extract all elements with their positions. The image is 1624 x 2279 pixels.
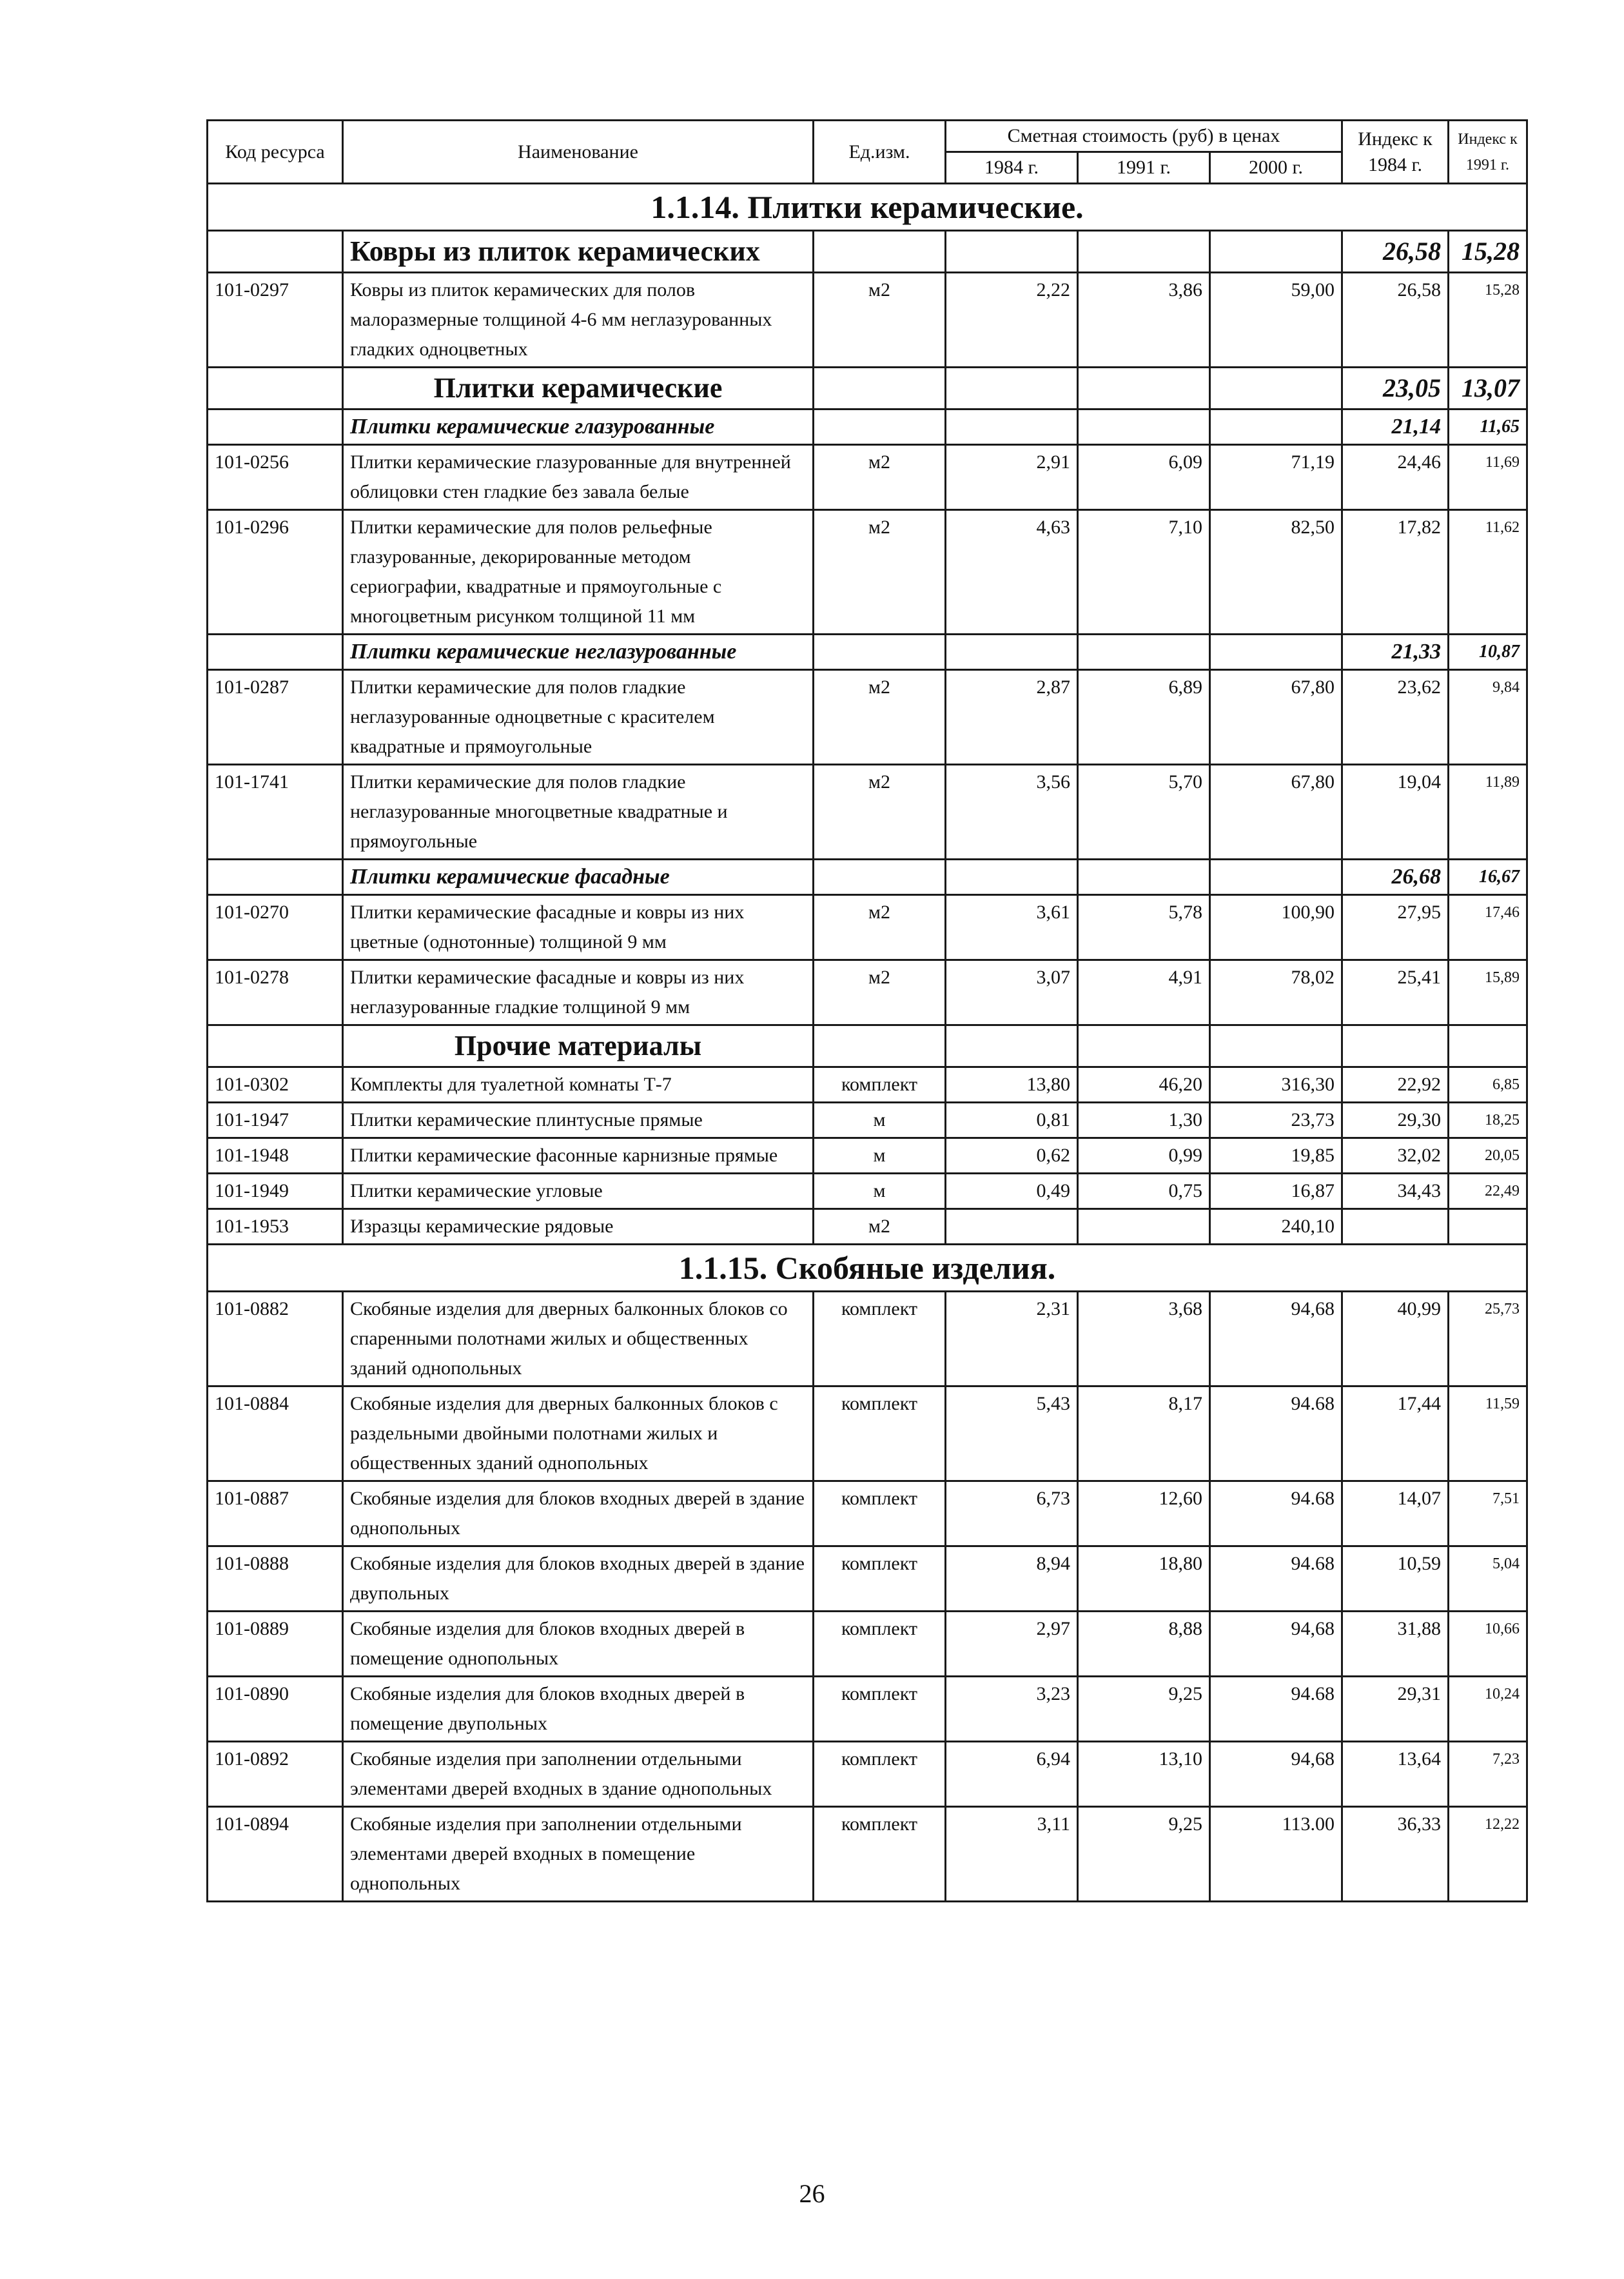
group-row bbox=[208, 368, 1527, 409]
index-1984: 26,58 bbox=[1342, 273, 1449, 368]
price-1984: 2,87 bbox=[946, 670, 1078, 765]
resource-code bbox=[208, 635, 343, 670]
resource-code: 101-0884 bbox=[208, 1386, 343, 1481]
section-title: 1.1.15. Скобяные изделия. bbox=[208, 1245, 1527, 1292]
index-1991: 7,23 bbox=[1449, 1742, 1527, 1807]
index-1984: 40,99 bbox=[1342, 1292, 1449, 1386]
price-1984: 13,80 bbox=[946, 1067, 1078, 1103]
price-2000 bbox=[1210, 860, 1342, 895]
resource-name: Плитки керамические для полов гладкие неглазурованные одноцветные с красителем квадратные и прямоугольные bbox=[343, 670, 814, 765]
section-title: 1.1.14. Плитки керамические. bbox=[208, 184, 1527, 231]
unit-cell: м2 bbox=[814, 273, 946, 368]
resource-code: 101-0297 bbox=[208, 273, 343, 368]
price-1991 bbox=[1078, 409, 1210, 445]
price-2000 bbox=[1210, 368, 1342, 409]
table-row bbox=[208, 445, 1527, 510]
header-year-1984: 1984 г. bbox=[946, 152, 1078, 184]
resource-code: 101-1949 bbox=[208, 1174, 343, 1209]
price-1984: 3,23 bbox=[946, 1677, 1078, 1742]
price-1991: 8,88 bbox=[1078, 1612, 1210, 1677]
index-1991: 15,28 bbox=[1449, 231, 1527, 273]
price-1984: 0,81 bbox=[946, 1103, 1078, 1138]
price-2000: 100,90 bbox=[1210, 895, 1342, 960]
price-1984: 2,22 bbox=[946, 273, 1078, 368]
price-1991 bbox=[1078, 368, 1210, 409]
price-2000: 78,02 bbox=[1210, 960, 1342, 1025]
table-row bbox=[208, 1742, 1527, 1807]
price-2000 bbox=[1210, 409, 1342, 445]
unit-cell: комплект bbox=[814, 1677, 946, 1742]
table-row bbox=[208, 1138, 1527, 1174]
index-1984: 26,58 bbox=[1342, 231, 1449, 273]
index-1984: 17,44 bbox=[1342, 1386, 1449, 1481]
index-1984: 24,46 bbox=[1342, 445, 1449, 510]
index-1984: 36,33 bbox=[1342, 1807, 1449, 1902]
price-2000: 316,30 bbox=[1210, 1067, 1342, 1103]
price-1991: 8,17 bbox=[1078, 1386, 1210, 1481]
price-1991: 5,78 bbox=[1078, 895, 1210, 960]
unit-cell: комплект bbox=[814, 1481, 946, 1546]
price-1991: 3,68 bbox=[1078, 1292, 1210, 1386]
resource-code: 101-0892 bbox=[208, 1742, 343, 1807]
price-1991: 9,25 bbox=[1078, 1677, 1210, 1742]
resource-code: 101-1953 bbox=[208, 1209, 343, 1245]
price-1984: 3,07 bbox=[946, 960, 1078, 1025]
unit-cell bbox=[814, 1025, 946, 1067]
price-1984: 3,56 bbox=[946, 765, 1078, 860]
index-1991: 7,51 bbox=[1449, 1481, 1527, 1546]
price-1984: 8,94 bbox=[946, 1546, 1078, 1612]
price-1991: 12,60 bbox=[1078, 1481, 1210, 1546]
price-1984: 6,94 bbox=[946, 1742, 1078, 1807]
unit-cell: комплект bbox=[814, 1546, 946, 1612]
unit-cell: комплект bbox=[814, 1386, 946, 1481]
index-1991 bbox=[1449, 1025, 1527, 1067]
price-2000: 23,73 bbox=[1210, 1103, 1342, 1138]
resource-code: 101-0894 bbox=[208, 1807, 343, 1902]
index-1991: 9,84 bbox=[1449, 670, 1527, 765]
unit-cell: м2 bbox=[814, 1209, 946, 1245]
index-1991: 10,66 bbox=[1449, 1612, 1527, 1677]
price-2000: 94.68 bbox=[1210, 1386, 1342, 1481]
index-1984: 22,92 bbox=[1342, 1067, 1449, 1103]
price-1991: 46,20 bbox=[1078, 1067, 1210, 1103]
unit-cell: комплект bbox=[814, 1612, 946, 1677]
unit-cell: м2 bbox=[814, 510, 946, 635]
unit-cell: м2 bbox=[814, 895, 946, 960]
unit-cell: комплект bbox=[814, 1807, 946, 1902]
resource-code: 101-1947 bbox=[208, 1103, 343, 1138]
index-1984: 27,95 bbox=[1342, 895, 1449, 960]
price-1991: 5,70 bbox=[1078, 765, 1210, 860]
price-table bbox=[206, 119, 1528, 1902]
table-row bbox=[208, 1481, 1527, 1546]
price-1991 bbox=[1078, 635, 1210, 670]
resource-name: Плитки керамические фасадные и ковры из них цветные (однотонные) толщиной 9 мм bbox=[343, 895, 814, 960]
resource-name: Плитки керамические для полов рельефные глазурованные, декорированные методом сериографии, квадратные и прямоугольные с многоцветным рисунком толщиной 11 мм bbox=[343, 510, 814, 635]
index-1984: 29,30 bbox=[1342, 1103, 1449, 1138]
header-code: Код ресурса bbox=[208, 121, 343, 184]
price-1991 bbox=[1078, 231, 1210, 273]
resource-code: 101-0256 bbox=[208, 445, 343, 510]
group-row bbox=[208, 1025, 1527, 1067]
price-2000: 94.68 bbox=[1210, 1677, 1342, 1742]
resource-code: 101-0889 bbox=[208, 1612, 343, 1677]
price-1984: 2,97 bbox=[946, 1612, 1078, 1677]
resource-name: Плитки керамические глазурованные для внутренней облицовки стен гладкие без завала белые bbox=[343, 445, 814, 510]
table-row bbox=[208, 1103, 1527, 1138]
header-year-1991: 1991 г. bbox=[1078, 152, 1210, 184]
price-1991: 7,10 bbox=[1078, 510, 1210, 635]
resource-name: Ковры из плиток керамических bbox=[343, 231, 814, 273]
resource-name: Плитки керамические фасадные и ковры из них неглазурованные гладкие толщиной 9 мм bbox=[343, 960, 814, 1025]
index-1991: 5,04 bbox=[1449, 1546, 1527, 1612]
table-row bbox=[208, 1292, 1527, 1386]
resource-name: Плитки керамические для полов гладкие неглазурованные многоцветные квадратные и прямоугольные bbox=[343, 765, 814, 860]
group-row bbox=[208, 231, 1527, 273]
price-2000 bbox=[1210, 231, 1342, 273]
index-1984: 25,41 bbox=[1342, 960, 1449, 1025]
unit-cell: м2 bbox=[814, 670, 946, 765]
resource-code: 101-0882 bbox=[208, 1292, 343, 1386]
section-row bbox=[208, 184, 1527, 231]
index-1991: 25,73 bbox=[1449, 1292, 1527, 1386]
unit-cell: м bbox=[814, 1138, 946, 1174]
price-1984: 5,43 bbox=[946, 1386, 1078, 1481]
price-1984: 4,63 bbox=[946, 510, 1078, 635]
resource-name: Скобяные изделия для дверных балконных блоков с раздельными двойными полотнами жилых и общественных зданий однопольных bbox=[343, 1386, 814, 1481]
header-index-1991: Индекс к 1991 г. bbox=[1449, 121, 1527, 184]
header-year-2000: 2000 г. bbox=[1210, 152, 1342, 184]
index-1984: 29,31 bbox=[1342, 1677, 1449, 1742]
index-1984: 34,43 bbox=[1342, 1174, 1449, 1209]
index-1984: 21,14 bbox=[1342, 409, 1449, 445]
resource-name: Ковры из плиток керамических для полов малоразмерные толщиной 4-6 мм неглазурованных гладких одноцветных bbox=[343, 273, 814, 368]
unit-cell: м2 bbox=[814, 445, 946, 510]
price-table-sheet bbox=[206, 119, 1526, 1902]
index-1984: 32,02 bbox=[1342, 1138, 1449, 1174]
price-1984 bbox=[946, 231, 1078, 273]
unit-cell: комплект bbox=[814, 1292, 946, 1386]
price-1991: 4,91 bbox=[1078, 960, 1210, 1025]
price-2000: 113.00 bbox=[1210, 1807, 1342, 1902]
resource-code: 101-0278 bbox=[208, 960, 343, 1025]
index-1991: 15,28 bbox=[1449, 273, 1527, 368]
table-header bbox=[208, 121, 1527, 184]
price-1984 bbox=[946, 1025, 1078, 1067]
price-1991: 13,10 bbox=[1078, 1742, 1210, 1807]
table-row bbox=[208, 1546, 1527, 1612]
unit-cell: м bbox=[814, 1103, 946, 1138]
table-row bbox=[208, 510, 1527, 635]
resource-name: Скобяные изделия для блоков входных дверей в помещение однопольных bbox=[343, 1612, 814, 1677]
table-row bbox=[208, 1067, 1527, 1103]
resource-code bbox=[208, 860, 343, 895]
index-1991: 17,46 bbox=[1449, 895, 1527, 960]
index-1991: 10,87 bbox=[1449, 635, 1527, 670]
unit-cell: комплект bbox=[814, 1742, 946, 1807]
resource-name: Скобяные изделия для блоков входных дверей в здание двупольных bbox=[343, 1546, 814, 1612]
resource-code: 101-0302 bbox=[208, 1067, 343, 1103]
table-row bbox=[208, 895, 1527, 960]
resource-name: Прочие материалы bbox=[343, 1025, 814, 1067]
table-row bbox=[208, 1386, 1527, 1481]
price-1984: 2,91 bbox=[946, 445, 1078, 510]
price-1984 bbox=[946, 635, 1078, 670]
resource-name: Плитки керамические неглазурованные bbox=[343, 635, 814, 670]
header-cost-group: Сметная стоимость (руб) в ценах bbox=[946, 121, 1342, 152]
index-1991: 11,65 bbox=[1449, 409, 1527, 445]
header-name: Наименование bbox=[343, 121, 814, 184]
index-1984 bbox=[1342, 1209, 1449, 1245]
price-1984: 3,61 bbox=[946, 895, 1078, 960]
header-unit: Ед.изм. bbox=[814, 121, 946, 184]
resource-name: Плитки керамические фасонные карнизные прямые bbox=[343, 1138, 814, 1174]
price-2000: 16,87 bbox=[1210, 1174, 1342, 1209]
index-1991: 18,25 bbox=[1449, 1103, 1527, 1138]
index-1991: 16,67 bbox=[1449, 860, 1527, 895]
index-1991: 6,85 bbox=[1449, 1067, 1527, 1103]
price-1991 bbox=[1078, 1025, 1210, 1067]
price-1991: 3,86 bbox=[1078, 273, 1210, 368]
index-1984: 14,07 bbox=[1342, 1481, 1449, 1546]
index-1984 bbox=[1342, 1025, 1449, 1067]
table-row bbox=[208, 670, 1527, 765]
resource-name: Плитки керамические угловые bbox=[343, 1174, 814, 1209]
resource-code: 101-0887 bbox=[208, 1481, 343, 1546]
price-2000: 94,68 bbox=[1210, 1612, 1342, 1677]
index-1984: 26,68 bbox=[1342, 860, 1449, 895]
resource-code: 101-0890 bbox=[208, 1677, 343, 1742]
resource-code bbox=[208, 368, 343, 409]
price-2000: 94,68 bbox=[1210, 1742, 1342, 1807]
index-1991: 11,89 bbox=[1449, 765, 1527, 860]
price-2000 bbox=[1210, 635, 1342, 670]
index-1991: 11,62 bbox=[1449, 510, 1527, 635]
resource-name: Скобяные изделия для блоков входных дверей в помещение двупольных bbox=[343, 1677, 814, 1742]
unit-cell: м bbox=[814, 1174, 946, 1209]
index-1984: 23,62 bbox=[1342, 670, 1449, 765]
price-2000: 67,80 bbox=[1210, 765, 1342, 860]
table-body bbox=[208, 184, 1527, 1902]
subgroup-row bbox=[208, 635, 1527, 670]
index-1984: 10,59 bbox=[1342, 1546, 1449, 1612]
price-2000: 71,19 bbox=[1210, 445, 1342, 510]
resource-code: 101-1741 bbox=[208, 765, 343, 860]
resource-name: Изразцы керамические рядовые bbox=[343, 1209, 814, 1245]
table-row bbox=[208, 1209, 1527, 1245]
index-1991: 12,22 bbox=[1449, 1807, 1527, 1902]
resource-name: Комплекты для туалетной комнаты Т-7 bbox=[343, 1067, 814, 1103]
price-2000: 82,50 bbox=[1210, 510, 1342, 635]
unit-cell: м2 bbox=[814, 960, 946, 1025]
resource-name: Скобяные изделия для блоков входных дверей в здание однопольных bbox=[343, 1481, 814, 1546]
resource-code bbox=[208, 1025, 343, 1067]
resource-code: 101-1948 bbox=[208, 1138, 343, 1174]
price-1984: 6,73 bbox=[946, 1481, 1078, 1546]
index-1984: 23,05 bbox=[1342, 368, 1449, 409]
resource-code: 101-0287 bbox=[208, 670, 343, 765]
unit-cell bbox=[814, 860, 946, 895]
price-1991: 6,89 bbox=[1078, 670, 1210, 765]
index-1991: 22,49 bbox=[1449, 1174, 1527, 1209]
price-2000 bbox=[1210, 1025, 1342, 1067]
resource-name: Скобяные изделия для дверных балконных блоков со спаренными полотнами жилых и общественных зданий однопольных bbox=[343, 1292, 814, 1386]
price-1991: 18,80 bbox=[1078, 1546, 1210, 1612]
index-1984: 19,04 bbox=[1342, 765, 1449, 860]
index-1991: 13,07 bbox=[1449, 368, 1527, 409]
resource-name: Плитки керамические bbox=[343, 368, 814, 409]
price-1991: 9,25 bbox=[1078, 1807, 1210, 1902]
price-2000: 94.68 bbox=[1210, 1546, 1342, 1612]
resource-code: 101-0270 bbox=[208, 895, 343, 960]
price-1984 bbox=[946, 860, 1078, 895]
resource-name: Плитки керамические фасадные bbox=[343, 860, 814, 895]
index-1984: 31,88 bbox=[1342, 1612, 1449, 1677]
unit-cell: м2 bbox=[814, 765, 946, 860]
price-1991 bbox=[1078, 1209, 1210, 1245]
price-1991 bbox=[1078, 860, 1210, 895]
unit-cell bbox=[814, 368, 946, 409]
price-1984: 0,62 bbox=[946, 1138, 1078, 1174]
price-2000: 67,80 bbox=[1210, 670, 1342, 765]
resource-name: Скобяные изделия при заполнении отдельными элементами дверей входных в здание однопольных bbox=[343, 1742, 814, 1807]
price-2000: 19,85 bbox=[1210, 1138, 1342, 1174]
index-1991 bbox=[1449, 1209, 1527, 1245]
table-row bbox=[208, 1174, 1527, 1209]
resource-code: 101-0888 bbox=[208, 1546, 343, 1612]
price-1984 bbox=[946, 368, 1078, 409]
price-1991: 1,30 bbox=[1078, 1103, 1210, 1138]
price-1991: 0,99 bbox=[1078, 1138, 1210, 1174]
price-1984: 0,49 bbox=[946, 1174, 1078, 1209]
price-2000: 94,68 bbox=[1210, 1292, 1342, 1386]
index-1984: 17,82 bbox=[1342, 510, 1449, 635]
subgroup-row bbox=[208, 860, 1527, 895]
price-1984: 2,31 bbox=[946, 1292, 1078, 1386]
table-row bbox=[208, 960, 1527, 1025]
index-1991: 11,59 bbox=[1449, 1386, 1527, 1481]
index-1991: 20,05 bbox=[1449, 1138, 1527, 1174]
subgroup-row bbox=[208, 409, 1527, 445]
price-1984 bbox=[946, 1209, 1078, 1245]
price-1984: 3,11 bbox=[946, 1807, 1078, 1902]
index-1984: 21,33 bbox=[1342, 635, 1449, 670]
unit-cell: комплект bbox=[814, 1067, 946, 1103]
resource-name: Скобяные изделия при заполнении отдельными элементами дверей входных в помещение однопольных bbox=[343, 1807, 814, 1902]
header-index-1984: Индекс к 1984 г. bbox=[1342, 121, 1449, 184]
price-1991: 0,75 bbox=[1078, 1174, 1210, 1209]
price-2000: 240,10 bbox=[1210, 1209, 1342, 1245]
unit-cell bbox=[814, 231, 946, 273]
price-2000: 94.68 bbox=[1210, 1481, 1342, 1546]
table-row bbox=[208, 765, 1527, 860]
resource-code: 101-0296 bbox=[208, 510, 343, 635]
resource-name: Плитки керамические глазурованные bbox=[343, 409, 814, 445]
resource-code bbox=[208, 231, 343, 273]
index-1991: 15,89 bbox=[1449, 960, 1527, 1025]
price-1991: 6,09 bbox=[1078, 445, 1210, 510]
resource-name: Плитки керамические плинтусные прямые bbox=[343, 1103, 814, 1138]
table-row bbox=[208, 1807, 1527, 1902]
unit-cell bbox=[814, 409, 946, 445]
page-number: 26 bbox=[799, 2179, 825, 2208]
index-1991: 10,24 bbox=[1449, 1677, 1527, 1742]
table-row bbox=[208, 273, 1527, 368]
index-1991: 11,69 bbox=[1449, 445, 1527, 510]
unit-cell bbox=[814, 635, 946, 670]
price-1984 bbox=[946, 409, 1078, 445]
section-row bbox=[208, 1245, 1527, 1292]
index-1984: 13,64 bbox=[1342, 1742, 1449, 1807]
price-2000: 59,00 bbox=[1210, 273, 1342, 368]
table-row bbox=[208, 1612, 1527, 1677]
table-row bbox=[208, 1677, 1527, 1742]
resource-code bbox=[208, 409, 343, 445]
